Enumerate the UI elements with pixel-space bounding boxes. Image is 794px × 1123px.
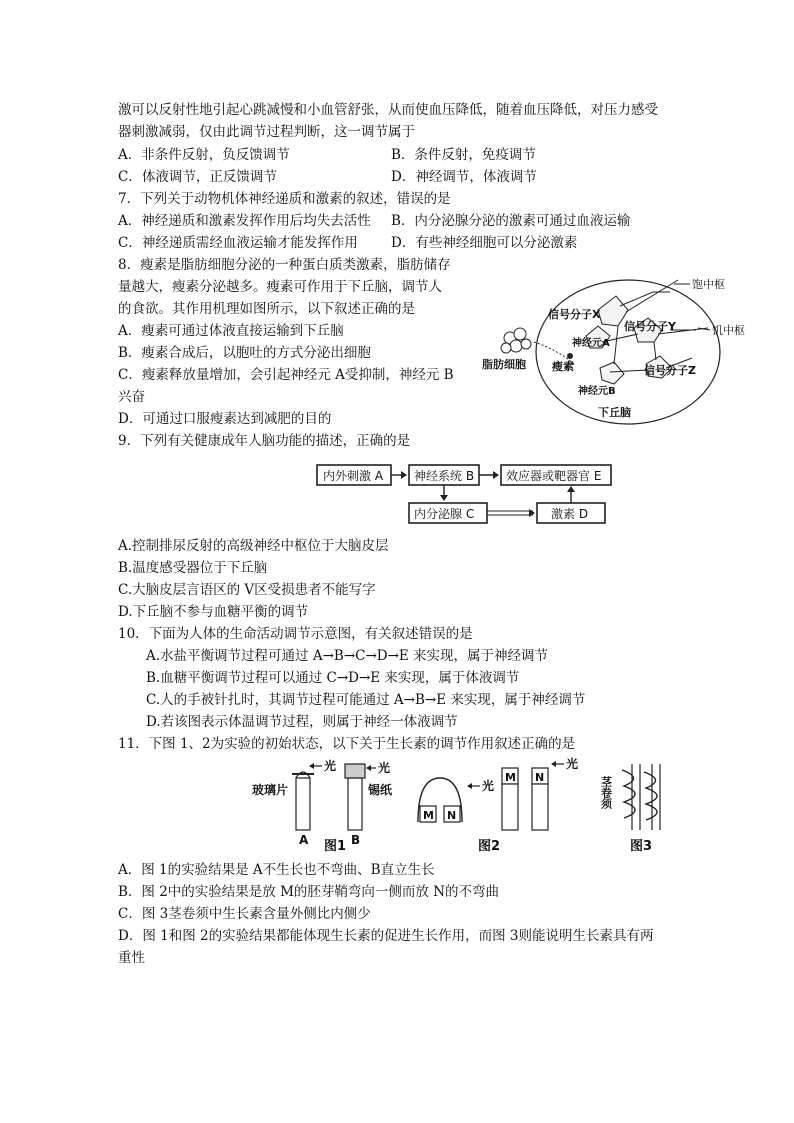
q9-option-d: D.下丘脑不参与血糖平衡的调节 [118, 604, 309, 620]
label-leptin: 瘦素 [552, 360, 574, 373]
coleoptile-a [296, 778, 310, 830]
fig2-light-label-2: 光 [566, 757, 579, 771]
fig1-light-label-a: 光 [324, 759, 337, 773]
label-fat-cell: 脂肪细胞 [482, 358, 526, 371]
q8-option-b: B．瘦素合成后，以胞吐的方式分泌出细胞 [118, 345, 371, 361]
regulation-flow-diagram [315, 459, 615, 529]
q6-line2: 器刺激减弱，仅由此调节过程判断，这一调节属于 [118, 124, 415, 140]
q10-stem: 10．下面为人体的生命活动调节示意图，有关叙述错误的是 [118, 626, 473, 642]
q11-option-c: C．图 3茎卷须中生长素含量外侧比内侧少 [118, 906, 371, 922]
coleoptile-m [502, 784, 518, 830]
q9-option-a: A.控制排尿反射的高级神经中枢位于大脑皮层 [118, 538, 389, 554]
q9-option-b: B.温度感受器位于下丘脑 [118, 560, 268, 576]
fig2-light-label: 光 [482, 779, 495, 793]
q8-line2: 量越大，瘦素分泌越多。瘦素可作用于下丘脑，调节人 [118, 279, 442, 295]
fig1-label-b: B [351, 833, 361, 847]
q11-option-d-line2: 重性 [118, 950, 145, 966]
q6-option-b: B．条件反射，免疫调节 [391, 147, 536, 163]
flow-effector-label: 效应器或靶器官 E [506, 469, 602, 483]
label-signal-x: 信号分子X [548, 308, 601, 321]
q11-option-a: A．图 1的实验结果是 A不生长也不弯曲、B直立生长 [118, 862, 435, 878]
fig2-n-label: N [535, 771, 545, 784]
q9-stem: 9．下列有关健康成年人脑功能的描述，正确的是 [118, 433, 411, 449]
leptin-mechanism-figure [478, 272, 760, 428]
block-m-label: M [423, 809, 434, 822]
figure-1-caption: 图1 [324, 839, 347, 854]
q6-option-d: D．神经调节，体液调节 [391, 169, 537, 185]
flow-stimulus-label: 内外刺激 A [323, 469, 384, 483]
tin-foil-cap [345, 764, 365, 778]
q7-option-b: B．内分泌腺分泌的激素可通过血液运输 [391, 213, 631, 229]
q7-stem: 7．下列关于动物机体神经递质和激素的叙述，错误的是 [118, 191, 451, 207]
fig1-light-label-b: 光 [378, 761, 391, 775]
label-neuron-a: 神经元A [572, 338, 610, 349]
label-satiety-center: 饱中枢 [692, 278, 725, 291]
q8-option-a: A．瘦素可通过体液直接运输到下丘脑 [118, 323, 344, 339]
coleoptile-n [532, 784, 548, 830]
q8-option-c-line2: 兴奋 [118, 389, 145, 405]
tin-foil-label: 锡纸 [368, 783, 393, 797]
figure-2-caption: 图2 [478, 839, 501, 854]
q8-option-d: D．可通过口服瘦素达到减肥的目的 [118, 411, 332, 427]
q8-line1: 8．瘦素是脂肪细胞分泌的一种蛋白质类激素，脂肪储存 [118, 257, 451, 273]
q8-line3: 的食欲。其作用机理如图所示，以下叙述正确的是 [118, 301, 415, 317]
q7-option-c: C．神经递质需经血液运输才能发挥作用 [118, 235, 358, 251]
q6-line1: 激可以反射性地引起心跳减慢和小血管舒张，从而使血压降低，随着血压降低，对压力感受 [118, 102, 658, 118]
q6-option-a: A．非条件反射，负反馈调节 [118, 147, 290, 163]
label-hunger-center: 饥中枢 [712, 324, 745, 337]
q11-option-b: B．图 2中的实验结果是放 M的胚芽鞘弯向一侧而放 N的不弯曲 [118, 884, 500, 900]
q9-option-c: C.大脑皮层言语区的 V区受损患者不能写字 [118, 582, 376, 598]
fig1-label-a: A [299, 833, 309, 847]
label-neuron-b: 神经元B [578, 386, 616, 397]
label-signal-y: 信号分子Y [624, 320, 676, 333]
q7-option-a: A．神经递质和激素发挥作用后均失去活性 [118, 213, 371, 229]
flow-endocrine-label: 内分泌腺 C [414, 507, 475, 521]
coleoptile-b [348, 778, 362, 830]
tendril-label: 茎卷须 [599, 776, 613, 809]
stem-right [652, 764, 660, 830]
q10-option-d: D.若该图表示体温调节过程，则属于神经一体液调节 [146, 714, 458, 730]
q6-option-c: C．体液调节，正反馈调节 [118, 169, 277, 185]
fig2-m-label: M [505, 771, 516, 784]
q7-option-d: D．有些神经细胞可以分泌激素 [391, 235, 578, 251]
q11-stem: 11．下图 1、2为实验的初始状态，以下关于生长素的调节作用叙述正确的是 [118, 736, 576, 752]
q11-option-d-line1: D．图 1和图 2的实验结果都能体现生长素的促进生长作用，而图 3则能说明生长素具有两 [118, 928, 654, 944]
q10-option-a: A.水盐平衡调节过程可通过 A→B→C→D→E 来实现，属于神经调节 [146, 648, 549, 664]
q10-option-c: C.人的手被针扎时，其调节过程可能通过 A→B→E 来实现，属于神经调节 [146, 692, 586, 708]
figure-3-caption: 图3 [630, 839, 653, 854]
glass-plate-label: 玻璃片 [252, 783, 289, 797]
block-n-label: N [447, 809, 457, 822]
label-signal-z: 信号分子Z [644, 364, 696, 377]
label-hypothalamus: 下丘脑 [598, 406, 631, 419]
flow-hormone-label: 激素 D [551, 507, 589, 521]
flow-nervous-label: 神经系统 B [414, 469, 475, 483]
q10-option-b: B.血糖平衡调节过程可以通过 C→D→E 来实现，属于体液调节 [146, 670, 520, 686]
q8-option-c-line1: C．瘦素释放量增加，会引起神经元 A受抑制，神经元 B [118, 367, 454, 383]
auxin-experiment-figures [248, 756, 668, 854]
